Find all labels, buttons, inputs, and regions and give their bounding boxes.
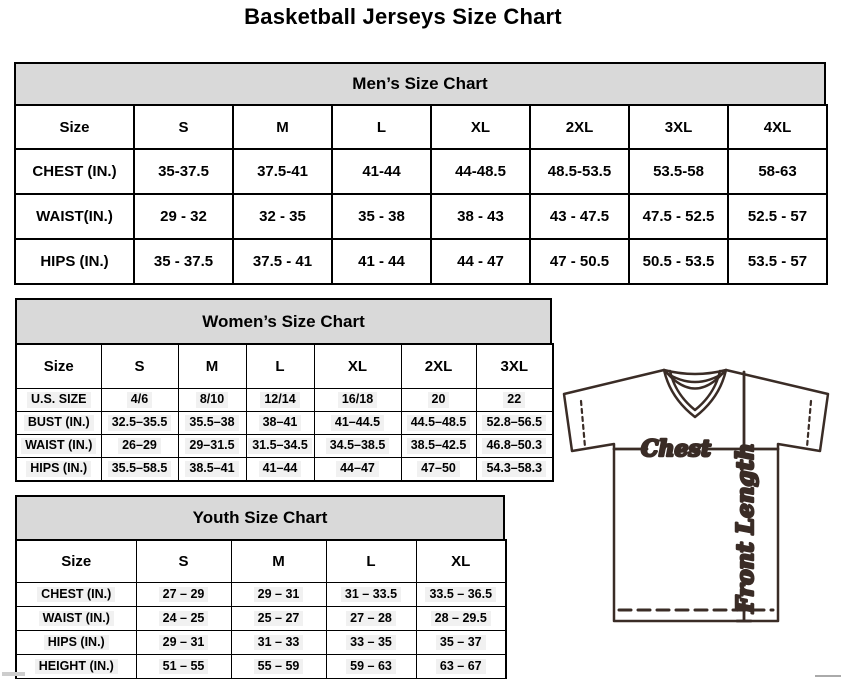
men-column-header: M bbox=[233, 105, 332, 149]
women-value-cell bbox=[401, 458, 476, 482]
cell-text: 35.5–58.5 bbox=[108, 461, 172, 477]
women-column-header: 3XL bbox=[476, 344, 553, 389]
cell-text: HIPS (IN.) bbox=[26, 461, 91, 477]
youth-row-label bbox=[16, 583, 136, 607]
men-column-header: 2XL bbox=[530, 105, 629, 149]
cell-text: 33.5 – 36.5 bbox=[425, 587, 496, 603]
women-value-cell bbox=[476, 389, 553, 412]
youth-value-cell bbox=[326, 607, 416, 631]
men-row-label: CHEST (IN.) bbox=[15, 149, 134, 194]
youth-value-cell bbox=[231, 655, 326, 679]
men-value-cell: 38 - 43 bbox=[431, 194, 530, 239]
cell-text: 29–31.5 bbox=[185, 438, 238, 454]
cell-text: WAIST (IN.) bbox=[21, 438, 96, 454]
men-row-label: WAIST(IN.) bbox=[15, 194, 134, 239]
women-column-header: XL bbox=[314, 344, 401, 389]
women-column-header: Size bbox=[16, 344, 101, 389]
youth-table-title: Youth Size Chart bbox=[15, 495, 505, 539]
cell-text: U.S. SIZE bbox=[27, 392, 91, 408]
cell-text: 41–44.5 bbox=[331, 415, 384, 431]
youth-data-row bbox=[16, 655, 506, 679]
cell-text: 38.5–41 bbox=[185, 461, 238, 477]
cell-text: 46.8–50.3 bbox=[482, 438, 546, 454]
cell-text: 38–41 bbox=[259, 415, 302, 431]
cell-text: 28 – 29.5 bbox=[431, 611, 491, 627]
cell-text: 55 – 59 bbox=[254, 659, 304, 675]
women-value-cell bbox=[178, 389, 246, 412]
women-column-header: M bbox=[178, 344, 246, 389]
cell-text: 25 – 27 bbox=[254, 611, 304, 627]
cell-text: HIPS (IN.) bbox=[44, 635, 109, 651]
cell-text: 24 – 25 bbox=[159, 611, 209, 627]
cell-text: 26–29 bbox=[118, 438, 161, 454]
men-value-cell: 44 - 47 bbox=[431, 239, 530, 284]
women-row-label bbox=[16, 412, 101, 435]
women-value-cell bbox=[476, 458, 553, 482]
cell-text: 44–47 bbox=[336, 461, 379, 477]
cell-text: 4/6 bbox=[127, 392, 152, 408]
women-data-row bbox=[16, 389, 553, 412]
youth-value-cell bbox=[416, 583, 506, 607]
youth-value-cell bbox=[231, 583, 326, 607]
women-value-cell bbox=[101, 389, 178, 412]
cell-text: 27 – 28 bbox=[346, 611, 396, 627]
cell-text: 54.3–58.3 bbox=[482, 461, 546, 477]
cell-text: 35.5–38 bbox=[185, 415, 238, 431]
women-column-header: 2XL bbox=[401, 344, 476, 389]
women-table bbox=[15, 343, 554, 482]
youth-value-cell bbox=[231, 607, 326, 631]
youth-data-row bbox=[16, 583, 506, 607]
cell-text: 35 – 37 bbox=[436, 635, 486, 651]
cell-text: 44.5–48.5 bbox=[407, 415, 471, 431]
women-column-header: S bbox=[101, 344, 178, 389]
men-value-cell: 43 - 47.5 bbox=[530, 194, 629, 239]
women-value-cell bbox=[101, 435, 178, 458]
youth-value-cell bbox=[136, 583, 231, 607]
men-value-cell: 37.5 - 41 bbox=[233, 239, 332, 284]
men-value-cell: 35 - 38 bbox=[332, 194, 431, 239]
men-value-cell: 41 - 44 bbox=[332, 239, 431, 284]
youth-value-cell bbox=[136, 655, 231, 679]
jersey-vneck-inner bbox=[670, 371, 720, 410]
sleeve-dash-right bbox=[807, 401, 811, 447]
cell-text: HEIGHT (IN.) bbox=[35, 659, 118, 675]
women-value-cell bbox=[246, 412, 314, 435]
cell-text: 52.8–56.5 bbox=[482, 415, 546, 431]
jersey-diagram-icon bbox=[556, 360, 836, 632]
men-value-cell: 48.5-53.5 bbox=[530, 149, 629, 194]
men-data-row bbox=[15, 194, 827, 239]
men-value-cell: 37.5-41 bbox=[233, 149, 332, 194]
women-row-label bbox=[16, 435, 101, 458]
women-value-cell bbox=[401, 389, 476, 412]
men-value-cell: 53.5-58 bbox=[629, 149, 728, 194]
youth-value-cell bbox=[326, 583, 416, 607]
cell-text: 8/10 bbox=[196, 392, 228, 408]
men-value-cell: 32 - 35 bbox=[233, 194, 332, 239]
women-value-cell bbox=[314, 389, 401, 412]
women-value-cell bbox=[101, 412, 178, 435]
women-value-cell bbox=[401, 412, 476, 435]
women-value-cell bbox=[178, 412, 246, 435]
youth-column-header: XL bbox=[416, 540, 506, 583]
youth-value-cell bbox=[231, 631, 326, 655]
cell-text: 29 – 31 bbox=[254, 587, 304, 603]
women-row-label bbox=[16, 389, 101, 412]
cell-text: 38.5–42.5 bbox=[407, 438, 471, 454]
cell-text: BUST (IN.) bbox=[24, 415, 94, 431]
men-column-header: XL bbox=[431, 105, 530, 149]
men-column-header: S bbox=[134, 105, 233, 149]
womens-size-chart-table bbox=[15, 298, 552, 482]
cell-text: CHEST (IN.) bbox=[37, 587, 115, 603]
women-value-cell bbox=[101, 458, 178, 482]
page-title: Basketball Jerseys Size Chart bbox=[244, 4, 562, 29]
youth-value-cell bbox=[416, 631, 506, 655]
cell-text: 31 – 33 bbox=[254, 635, 304, 651]
youth-row-label bbox=[16, 607, 136, 631]
cell-text: 31.5–34.5 bbox=[248, 438, 312, 454]
women-value-cell bbox=[401, 435, 476, 458]
men-value-cell: 50.5 - 53.5 bbox=[629, 239, 728, 284]
men-column-header: 3XL bbox=[629, 105, 728, 149]
women-data-row bbox=[16, 458, 553, 482]
cell-text: 34.5–38.5 bbox=[326, 438, 390, 454]
youth-column-header: L bbox=[326, 540, 416, 583]
sleeve-dash-left bbox=[581, 401, 585, 447]
men-value-cell: 35 - 37.5 bbox=[134, 239, 233, 284]
cell-text: 22 bbox=[503, 392, 525, 408]
mens-size-chart-table bbox=[14, 62, 826, 285]
women-data-row bbox=[16, 435, 553, 458]
cell-text: 41–44 bbox=[259, 461, 302, 477]
chest-label: Chest bbox=[640, 436, 712, 462]
youth-header-row bbox=[16, 540, 506, 583]
women-value-cell bbox=[314, 435, 401, 458]
youth-value-cell bbox=[326, 655, 416, 679]
men-column-header: 4XL bbox=[728, 105, 827, 149]
cell-text: 51 – 55 bbox=[159, 659, 209, 675]
men-value-cell: 29 - 32 bbox=[134, 194, 233, 239]
horizontal-scrollbar-fragment-right[interactable] bbox=[815, 675, 841, 677]
cell-text: 63 – 67 bbox=[436, 659, 486, 675]
women-value-cell bbox=[178, 458, 246, 482]
women-value-cell bbox=[314, 458, 401, 482]
youth-table bbox=[15, 539, 507, 679]
men-value-cell: 35-37.5 bbox=[134, 149, 233, 194]
youth-value-cell bbox=[416, 655, 506, 679]
cell-text: 59 – 63 bbox=[346, 659, 396, 675]
men-header-row bbox=[15, 105, 827, 149]
horizontal-scrollbar-fragment-left[interactable] bbox=[2, 672, 25, 676]
youth-value-cell bbox=[136, 631, 231, 655]
men-data-row bbox=[15, 239, 827, 284]
women-value-cell bbox=[246, 458, 314, 482]
women-table-title: Women’s Size Chart bbox=[15, 298, 552, 343]
men-value-cell: 58-63 bbox=[728, 149, 827, 194]
men-table bbox=[14, 104, 828, 285]
youth-column-header: S bbox=[136, 540, 231, 583]
cell-text: 31 – 33.5 bbox=[341, 587, 401, 603]
women-row-label bbox=[16, 458, 101, 482]
youth-data-row bbox=[16, 631, 506, 655]
men-data-row bbox=[15, 149, 827, 194]
men-value-cell: 53.5 - 57 bbox=[728, 239, 827, 284]
women-value-cell bbox=[246, 389, 314, 412]
men-column-header: L bbox=[332, 105, 431, 149]
cell-text: 33 – 35 bbox=[346, 635, 396, 651]
women-value-cell bbox=[476, 412, 553, 435]
women-value-cell bbox=[476, 435, 553, 458]
youth-value-cell bbox=[416, 607, 506, 631]
men-value-cell: 47 - 50.5 bbox=[530, 239, 629, 284]
men-value-cell: 52.5 - 57 bbox=[728, 194, 827, 239]
youth-row-label bbox=[16, 655, 136, 679]
men-value-cell: 47.5 - 52.5 bbox=[629, 194, 728, 239]
jersey-collar-icon bbox=[664, 370, 726, 374]
cell-text: 12/14 bbox=[260, 392, 299, 408]
youth-column-header: Size bbox=[16, 540, 136, 583]
women-value-cell bbox=[178, 435, 246, 458]
cell-text: 16/18 bbox=[338, 392, 377, 408]
youth-size-chart-table bbox=[15, 495, 505, 679]
women-header-row bbox=[16, 344, 553, 389]
cell-text: WAIST (IN.) bbox=[39, 611, 114, 627]
cell-text: 47–50 bbox=[417, 461, 460, 477]
women-column-header: L bbox=[246, 344, 314, 389]
men-column-header: Size bbox=[15, 105, 134, 149]
men-row-label: HIPS (IN.) bbox=[15, 239, 134, 284]
front-length-label: Front Length bbox=[732, 443, 759, 613]
cell-text: 32.5–35.5 bbox=[108, 415, 172, 431]
women-value-cell bbox=[246, 435, 314, 458]
men-value-cell: 44-48.5 bbox=[431, 149, 530, 194]
cell-text: 27 – 29 bbox=[159, 587, 209, 603]
women-data-row bbox=[16, 412, 553, 435]
youth-data-row bbox=[16, 607, 506, 631]
cell-text: 29 – 31 bbox=[159, 635, 209, 651]
youth-column-header: M bbox=[231, 540, 326, 583]
women-value-cell bbox=[314, 412, 401, 435]
men-table-title: Men’s Size Chart bbox=[14, 62, 826, 104]
youth-row-label bbox=[16, 631, 136, 655]
youth-value-cell bbox=[136, 607, 231, 631]
men-value-cell: 41-44 bbox=[332, 149, 431, 194]
cell-text: 20 bbox=[428, 392, 450, 408]
youth-value-cell bbox=[326, 631, 416, 655]
